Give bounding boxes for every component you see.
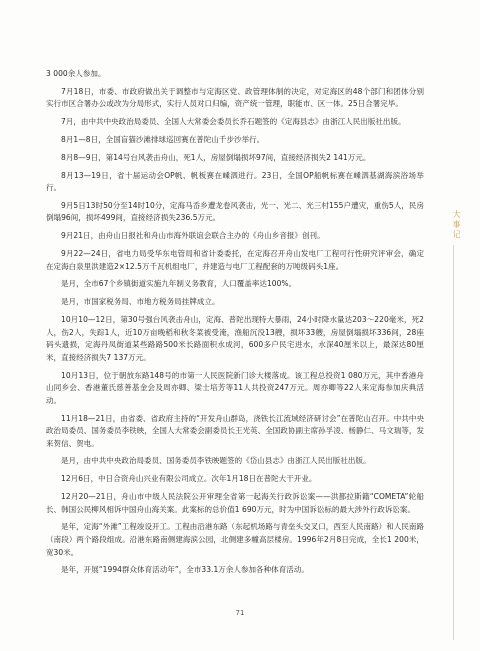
paragraph: 11月18—21日，由省委、省政府主持的“开发舟山群岛，浇铁长江流域经济研讨会”在普陀山召开。中共中央政治局委员、国务委员李铁映，全国人大常委会副委员长王光英、全国政协副主席孙孚凌、杨静仁、马文瑞等，发来贺信、贺电。 [46,413,424,448]
paragraph: 9月5日13时50分至14时10分，定海马岙乡遭龙卷风袭击，光一、光二、光三村155户遭灾，重伤5人，民房倒塌96间，损坏499间，直接经济损失236.5万元。 [46,200,424,223]
page-number: 71 [235,609,245,617]
paragraph: 12月6日，中日合资舟山兴业有限公司成立。次年1月18日在普陀大干开业。 [61,474,317,484]
paragraph: 12月20—21日，舟山市中级人民法院公开审理全省第一起海关行政诉讼案——洪都拉斯籍“COMETA”轮船长、韩国公民柳风相诉中国舟山海关案。此案标的总价值1 690万元，时为中国诉讼标的最大涉外行政诉讼案。 [46,492,424,514]
document-body [46,68,424,582]
paragraph: 8月8—9日，第14号台风袭击舟山，死1人，房屋倒塌损坏97间，直接经济损失2 141万元。 [61,152,371,162]
section-side-label: 大事记 [452,210,461,240]
paragraph: 9月22—24日，省电力局受华东电管局和省计委委托，在定海召开舟山发电厂工程可行性研究评审会，确定在定海白泉里洪建造2×12.5万千瓦机组电厂，并建造与电厂工程配套的万吨级码头1座。 [46,249,424,271]
paragraph: 是年，开展“1994群众体育活动年”，全市33.1万余人参加各种体育活动。 [61,565,309,575]
paragraph: 7月，由中共中央政治局委员、全国人大常委会委员长乔石题签的《定海县志》由浙江人民出版社出版。 [61,117,406,127]
paragraph: 8月1—8日，全国盲猫沙滩排球巡回赛在普陀山千步沙举行。 [61,134,265,144]
paragraph: 10月13日，位于朝放东路148号的市第一人民医院新门诊大楼落成。该工程总投资1 080万元，其中香港舟山同乡会、香港董氏慈善基金会及周亦卿、梁士培芳等11人共投资247万元。周亦卿等22人来定海参加庆典活动。 [46,370,424,405]
paragraph: 9月21日，由舟山日报社和舟山市海外联谊会联合主办的《舟山乡音报》创刊。 [61,231,325,241]
paragraph: 是年，定海“外滩”工程竣设开工。工程由沿港东路（东起机场路与青垒头交叉口，西至人民南路）和人民南路（南段）两个路段组成。沿港东路南侧建海滨公园，北侧建多幢高层楼房。1996年2月8日完成，全长1 200米，宽30米。 [46,522,424,557]
paragraph: 是月，由中共中央政治局委员、国务委员李铁映题签的《岱山县志》由浙江人民出版社出版。 [61,456,371,466]
paragraph: 7月18日，市委、市政府做出关于调整市与定海区党、政管理体制的决定，对定海区的48个部门和团体分别实行市区合署办公或改为分局形式，实行人员对口归编，资产统一管理，职能市、区一体。25日合署完毕。 [46,86,424,109]
paragraph: 3 000余人参加。 [46,69,106,78]
paragraph: 是月，市国家税务局、市地方税务局挂牌成立。 [61,297,220,307]
side-divider [453,245,454,640]
paragraph: 是月，全市67个乡镇街道实施九年制义务教育，人口覆盖率达100%。 [61,279,297,289]
paragraph: 8月13—19日，省十届运动会OP帆、帆板赛在嵊泗进行。23日，全国OP船帆标赛在嵊泗基湖海滨浴场举行。 [46,170,424,193]
paragraph: 10月10—12日，第30号强台风袭击舟山，定海、普陀出现特大暴雨，24小时降水量达203～220毫米，死2人，伤2人，失踪1人，近10万亩晚稻和秋冬菜被受淹，渔船沉没13艘，损坏33艘，房屋倒塌损坏336间，28座码头遗损，定海丹凤街道某些路路500米长路面积水成河，600多户民宅进水，水深40厘米以上，最深达80厘米，直接经济损失7 137万元。 [46,314,424,362]
